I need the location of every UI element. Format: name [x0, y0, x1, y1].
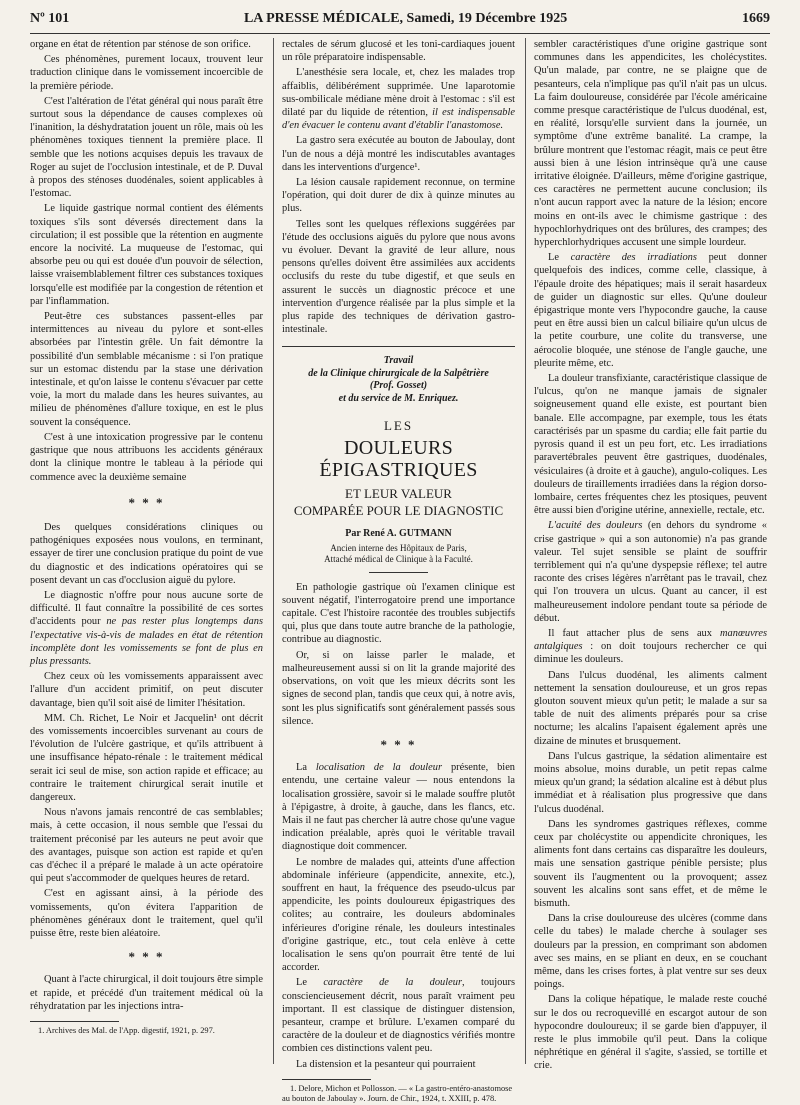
text-run: (en dehors du syndrome « crise gastrique » qui a son autonomie) n'a pas grande valeur. Tel sujet sensible se plaint de souffrir terriblement qui n'a qu'une dyspepsie réflexe; tel autre raconte des crises légères n'arrêtant pas le travail, chez qui l'on trouvera un ulcus. Quant au cancer, il est malheureusement indolore pendant toute sa période de début.: [534, 520, 767, 624]
paragraph: Dans l'ulcus gastrique, la sédation alimentaire est moins absolue, moins durable, un petit repas calme mieux qu'un grand; la sédation alcaline est à début plus immédiat et à réalisation plus progressive que dans l'ulcus duodénal.: [534, 750, 767, 815]
paragraph: Le nombre de malades qui, atteints d'une affection abdominale inférieure (appendicite, annexite, etc.), souffrent en haut, la fréquence des pseudo-ulcus par appendicite, les points douloureux épigastriques des colites; au contraire, les douleurs abdominales inférieures d'origine rénale, les douleurs intestinales d'origine gastrique, etc., tout cela enlève à cette localisation le sens qu'on pourrait être tenté de lui accorder.: [282, 856, 515, 974]
article-title: [282, 415, 515, 481]
column-divider: [273, 38, 274, 1064]
section-separator: * * *: [128, 949, 165, 965]
footnote-text: 1. Delore, Michon et Pollosson. — « La gastro-entéro-anastomose au bouton de Jaboulay ». Journ. de Chir., 1924, t. XXIII, p. 478.: [282, 1083, 513, 1104]
article-author: Par René A. GUTMANN: [345, 528, 452, 540]
emphasis: caractère de la douleur: [323, 977, 462, 989]
paragraph: Chez ceux où les vomissements apparaissent avec l'allure d'un accident primitif, on peut discuter davantage, bien qu'il soit aisé de limiter l'hésitation.: [30, 671, 263, 709]
origin-line: Travail: [383, 355, 414, 367]
paragraph: Peut-être ces substances passent-elles par intermittences au niveau du pylore et sont-elles absorbées par l'intestin grêle. Un fait démontre la possibilité d'un semblable mécanisme : si l'on pratique sur un estomac distendu par la stase une dérivation intestinale, et qu'on laisse le contenu s'évacuer par cette voie, la mort du malade dans les heures suivantes, au milieu de phénomènes d'allure toxique, en est le plus souvent la conséquence.: [30, 311, 263, 428]
paragraph: [282, 976, 515, 1055]
emphasis: ne pas rester plus longtemps dans l'expectative vis-à-vis de malades en état de rétention incomplète dont les vomissements se font de plus en plus pressants.: [30, 616, 263, 667]
article-origin: [282, 355, 515, 405]
emphasis: caractère des irradiations: [570, 252, 697, 264]
title-article: LES: [383, 418, 414, 434]
subtitle-line: ET LEUR VALEUR: [345, 486, 452, 502]
affiliation-line: Ancien interne des Hôpitaux de Paris,: [330, 542, 467, 553]
byline-rule: [369, 572, 427, 573]
footnote-rule: [30, 1021, 119, 1022]
title-main: DOULEURS ÉPIGASTRIQUES: [319, 437, 478, 482]
text-run: Le: [296, 977, 324, 989]
paragraph: rectales de sérum glucosé et les toni-cardiaques jouent un rôle préparatoire indispensable.: [282, 39, 515, 64]
text-run: La: [296, 762, 316, 774]
running-header: [30, 6, 770, 32]
paragraph: Dans la crise douloureuse des ulcères (comme dans celle du tabes) le malade cherche à soulager ses douleurs par la pression, en comprimant son abdomen avec ses mains, en se pliant en deux, en se couchant même, dans les crises fortes, à plat ventre sur ses deux poings.: [534, 913, 767, 991]
article-subtitle: [282, 485, 515, 519]
paragraph: [534, 519, 767, 625]
paragraph: Dans les syndromes gastriques réflexes, comme ceux par cholécystite ou appendicite chroniques, les aliments font dans certains cas disparaître les douleurs, mais une sensation gastrique pénible persiste; plus souvent ils l'augmentent ou la provoquent; assez souvent les alcalins sont sans effet, et de même le bismuth.: [534, 818, 767, 909]
paragraph: Dans l'ulcus duodénal, les aliments calment nettement la sensation douloureuse, et un gros repas glouton souvent mieux qu'un petit; le malade a sur sa table de nuit des aliments préparés pour sa crise nocturne; les alcalins l'apaisent également après une dizaine de minutes et brusquement.: [534, 669, 767, 747]
paragraph: C'est à une intoxication progressive par le contenu gastrique que nous attribuons les accidents généraux dont la clinique montre le tableau à la période qui commence avec la deuxième semaine: [30, 431, 263, 483]
journal-title: LA PRESSE MÉDICALE, Samedi, 19 Décembre 1925: [243, 11, 568, 26]
paragraph: En pathologie gastrique où l'examen clinique est souvent négatif, l'interrogatoire prend une importance capitale. C'est l'histoire racontée des troubles subjectifs qui, plus que dans toute autre branche de la pathologie, contribue au diagnostic.: [282, 581, 515, 646]
text-run: Le diagnostic n'offre pour nous aucune sorte de difficulté. Il faut connaître la possibilité de ces sortes d'accidents pour: [30, 589, 263, 628]
paragraph: Le liquide gastrique normal contient des éléments toxiques s'ils sont déversés directement dans la circulation; il est possible que la rétention en augmente encore la nocivité. La muqueuse de l'estomac, qui absorbe peu ou qui est douée d'un pouvoir de sélection, laisse vraisemblablement filtrer ces substances toxiques lorsqu'elle est modifiée par la congestion de rétention et par l'inflammation.: [30, 203, 263, 307]
paragraph: Quant à l'acte chirurgical, il doit toujours être simple et rapide, et précédé d'un traitement médical où la réhydratation par les injections intra-: [30, 974, 263, 1012]
column-divider: [525, 38, 526, 1064]
footnote: [282, 1084, 515, 1105]
paragraph: [534, 251, 767, 370]
article-separator: [282, 346, 515, 347]
paragraph: La distension et la pesanteur qui pourraient: [296, 1058, 476, 1070]
paragraph: La douleur transfixiante, caractéristique classique de l'ulcus, qu'on ne manque jamais de signaler soigneusement quand elle existe, est pourtant bien banale. Elle accompagne, par exemple, tous les états caractérisés par un spasme du cardia; elle fait partie du pyrosis quand il est un peu fort, etc. Les irradiations paravertébrales peuvent être gastriques, duodénales, vésiculaires (à droite et à gauche), angulo-coliques. Les douleurs de tiraillements irradiées dans la région dorso-lombaire, certes fréquentes chez les ptosiques, peuvent être aussi bien d'origine utérine, annexielle, rectale, etc.: [534, 373, 767, 517]
paragraph: C'est en agissant ainsi, à la période des vomissements, qu'on évitera l'apparition de phénomènes généraux dont le traitement, quel qu'il puisse être, reste bien aléatoire.: [30, 888, 263, 939]
emphasis: L'acuité des douleurs: [548, 520, 643, 532]
text-run: Il faut attacher plus de sens aux: [548, 627, 721, 639]
origin-line: de la Clinique chirurgicale de la Salpêtrière: [308, 367, 489, 379]
section-separator: * * *: [128, 494, 165, 510]
text-run: , toujours consciencieusement décrit, nous paraît vraiment peu important. Il est classique de distinguer distension, pesanteur, crampe et brûlure. L'examen comparé du caractère de la douleur et de diagnostics vérifiés montre combien ces distinctions valent peu.: [282, 977, 516, 1055]
origin-line: (Prof. Gosset): [369, 380, 428, 392]
subtitle-line: COMPARÉE POUR LE DIAGNOSTIC: [293, 503, 504, 519]
column-1: [30, 38, 263, 1036]
page-number: 1669: [741, 11, 770, 26]
column-2: [282, 38, 515, 1105]
emphasis: manœuvres antalgiques: [534, 627, 767, 653]
text-run: L'anesthésie sera locale, et, chez les malades trop affaiblis, délibérément supprimée. Une laparotomie sus-ombilicale médiane mène droit à l'estomac : s'il est dilaté par du liquide de rétention,: [282, 67, 515, 119]
header-rule: [30, 33, 770, 34]
emphasis: il est indispensable d'en évacuer le contenu avant d'établir l'anastomose.: [282, 107, 515, 132]
paragraph: Nous n'avons jamais rencontré de cas semblables; mais, à cette occasion, il nous semble que l'essai du traitement préconisé par les auteurs ne peut avoir que des avantages, puisque son action est rapide et qu'en cas d'échec il a préparé le malade à un acte opératoire qui peut s'accommoder de quelques heures de retard.: [30, 807, 263, 885]
paragraph: La gastro sera exécutée au bouton de Jaboulay, dont l'un de nous a déjà montré les indiscutables avantages dans les interventions d'urgence¹.: [282, 135, 515, 173]
emphasis: localisation de la douleur: [315, 762, 443, 774]
paragraph: Dans la colique hépatique, le malade reste couché sur le dos ou recroquevillé en escargot autour de son hypocondre douloureux; il se garde bien d'appuyer, il reste le plus immobile qu'il peut. Dans la colique néphrétique en général il s'agite, s'assied, se tortille et crie.: [534, 994, 767, 1072]
section-separator: * * *: [380, 736, 417, 752]
paragraph: [282, 761, 515, 853]
paragraph: MM. Ch. Richet, Le Noir et Jacquelin¹ ont décrit des vomissements incoercibles survenant au cours de l'évolution de l'ulcère gastrique, et qu'ils attribuent à une insuffisance hépato-rénale : le traitement médical serait ici seul de mise, son action rapide et efficace; au contraire le traitement chirurgical serait inutile et dangereux.: [30, 712, 263, 803]
footnote-rule: [282, 1079, 371, 1080]
text-run: peut donner quelquefois des indices, comme celle, classique, à l'épaule droite des hépatiques; mais il serait hasardeux de guider un diagnostic sur elles. Qu'une douleur épigastrique monte vers l'hypocondre gauche, la cause peut en être aussi bien un calcul biliaire qu'un ulcus de la petite courbure, une colite du transverse, une aérocolie bloquée, une sténose de l'angle gauche, une pleurite même, etc.: [534, 252, 767, 369]
text-run: Le: [548, 252, 571, 264]
column-3: [534, 38, 767, 1075]
paragraph: Or, si on laisse parler le malade, et malheureusement aussi si on lit la grande majorité des observations, on voit que les mieux décrits sont les signes de second plan, tandis que ceux qui, à notre avis, sont les plus significatifs sont généralement passés sous silence.: [282, 649, 515, 727]
footnote-text: 1. Archives des Mal. de l'App. digestif, 1921, p. 297.: [38, 1026, 215, 1036]
paragraph: organe en état de rétention par sténose de son orifice.: [30, 39, 251, 50]
paragraph: Ces phénomènes, purement locaux, trouvent leur traduction clinique dans le vomissement incoercible de la première période.: [30, 54, 263, 92]
origin-line: et du service de M. Enriquez.: [338, 392, 459, 404]
paragraph: Des quelques considérations cliniques ou pathogéniques exposées nous voulons, en terminant, essayer de tirer une conclusion pratique du point de vue du diagnostic et des indications opératoires qui se posent devant un cas d'occlusion aiguë du pylore.: [30, 521, 263, 586]
paragraph: sembler caractéristiques d'une origine gastrique sont communes dans les appendicites, les cholécystites. Qu'un malade, par contre, ne se plaigne que de pesanteurs, cela n'implique pas qu'il n'ait pas un ulcus. La faim douloureuse, considérée par l'école américaine comme presque caractéristique de l'ulcus duodénal, est, en réalité, lorsqu'elle survient dans la journée, un symptôme d'une extrême banalité. La crampe, la brûlure montrent que l'estomac réagit, mais ce peut être aussi bien à une lésion intrinsèque qu'à une cause irritative éloignée. D'ailleurs, même d'origine gastrique, ces caractères ne permettent aucune conclusion; ils n'ont aucun rapport avec la nature de la lésion; encore moins en ont-ils avec le chimisme gastrique : des hypochlorhydriques ont des brûlures, des crampes; des hyperchlorhydriques accusent une simple lourdeur.: [534, 39, 767, 249]
paragraph: [282, 66, 515, 132]
paragraph: C'est l'altération de l'état général qui nous paraît être surtout sous la dépendance de causes complexes où l'inanition, la déshydratation jouent un rôle, mais où les phénomènes toxiques tiennent la première place. Il semble que les notions acquises depuis les travaux de Roger au sujet de l'occlusion intestinale, et de P. Duval à propos des sténoses duodénales, soient applicables à l'estomac.: [30, 95, 263, 200]
paragraph: [30, 589, 263, 668]
paragraph: [534, 627, 767, 667]
text-run: : on doit toujours rechercher ce qui diminue les douleurs.: [534, 641, 767, 666]
text-run: présente, bien entendu, une certaine valeur — nous entendons la localisation grossière, savoir si le malade souffre plutôt à l'épigastre, à droite, à gauche, dans les flancs, etc. Mais il ne faut pas chercher là autre chose qu'une vague indication préalable, après quoi le véritable travail diagnostique doit commencer.: [282, 762, 515, 853]
affiliation-line: Attaché médical de Clinique à la Faculté.: [324, 554, 473, 565]
paragraph: La lésion causale rapidement reconnue, on termine l'opération, qui doit durer de dix à quinze minutes au plus.: [282, 177, 515, 215]
issue-number: Nº 101: [30, 11, 70, 26]
paragraph: Telles sont les quelques réflexions suggérées par l'étude des occlusions aiguës du pylore que nous avons vu évoluer. Devant la gravité de leur allure, nous pensons qu'elles doivent être assimilées aux accidents occlusifs du reste du tube digestif, et que seuls en assurent le succès un diagnostic précoce et une intervention d'urgence réalisée par la plus simple et la plus rapide des techniques de dérivation gastro-intestinale.: [282, 218, 515, 336]
author-affiliation: [282, 543, 515, 566]
footnote: [30, 1026, 263, 1036]
